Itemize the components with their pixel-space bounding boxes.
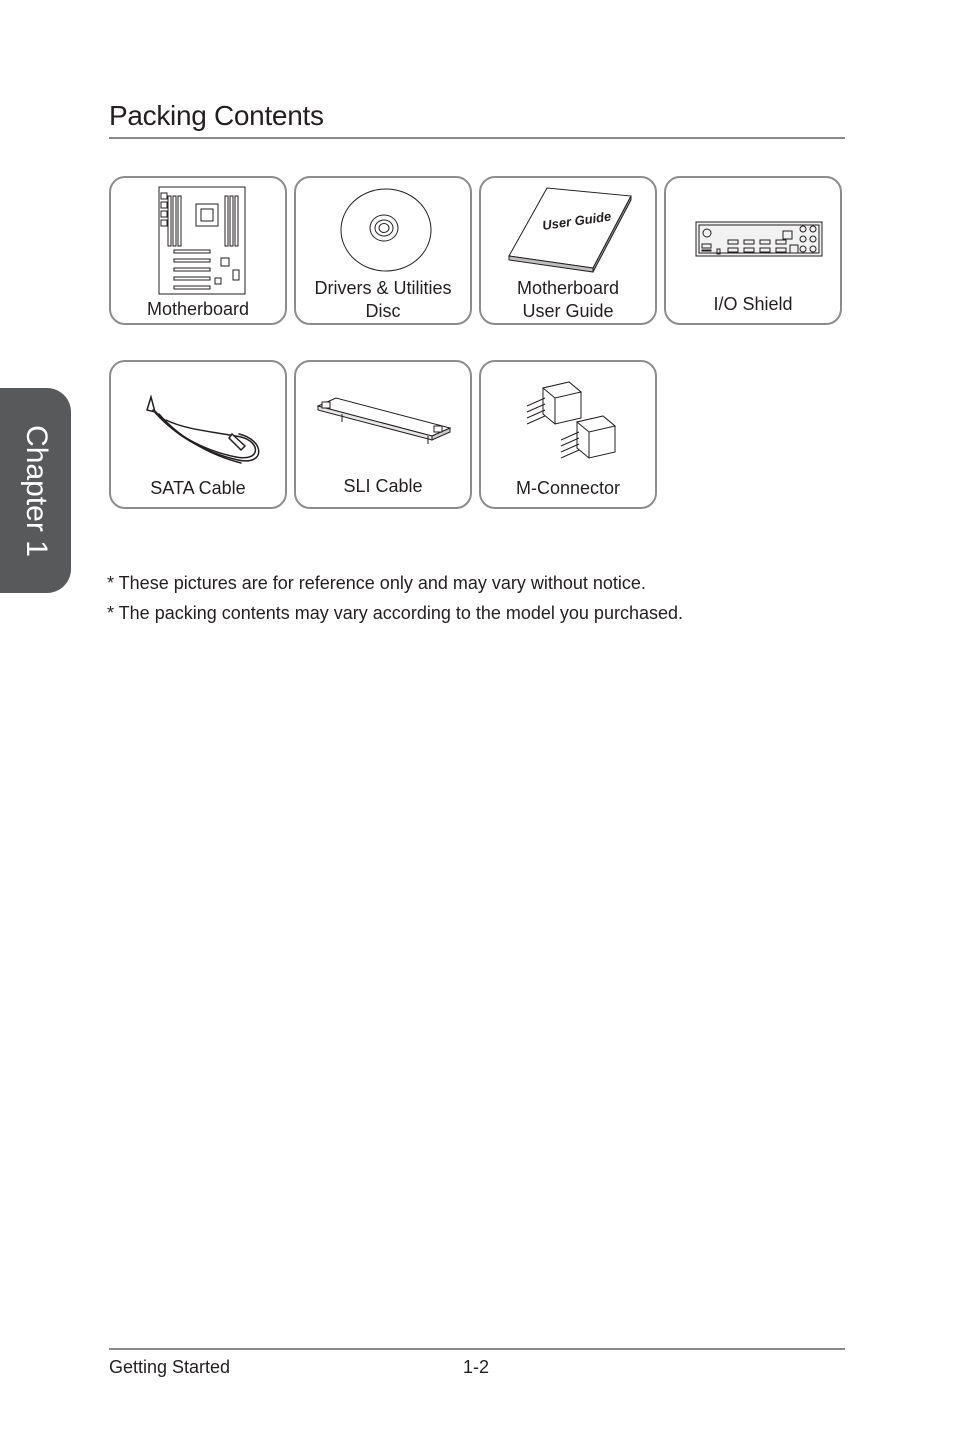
item-label-line-2: Disc [365, 301, 401, 321]
notes [107, 572, 683, 632]
item-io-shield [664, 176, 842, 325]
footer-divider [109, 1348, 845, 1350]
page-title: Packing Contents [109, 100, 324, 131]
item-drivers-disc [294, 176, 472, 325]
item-sata-cable [109, 360, 287, 509]
note-reference: * These pictures are for reference only and may vary without notice. [107, 573, 646, 593]
title-divider [109, 137, 845, 139]
item-label-line-1: Motherboard [516, 278, 620, 298]
chapter-tab[interactable] [0, 388, 71, 593]
item-label: Motherboard [146, 299, 250, 319]
item-m-connector [479, 360, 657, 509]
guide-cover-text: User Guide [541, 208, 613, 233]
item-label: I/O Shield [713, 294, 793, 314]
item-label: SATA Cable [150, 478, 246, 498]
chapter-tab-label: Chapter 1 [19, 424, 53, 557]
note-model: * The packing contents may vary according to the model you purchased. [107, 603, 683, 623]
item-user-guide [479, 176, 657, 325]
item-sli-cable [294, 360, 472, 509]
page-number: 1-2 [463, 1357, 490, 1377]
item-label: M-Connector [515, 478, 621, 498]
item-label-line-2: User Guide [522, 301, 614, 321]
item-motherboard [109, 176, 287, 325]
footer-section: Getting Started [109, 1357, 231, 1377]
item-label: SLI Cable [343, 476, 423, 496]
item-label-line-1: Drivers & Utilities [314, 278, 452, 298]
